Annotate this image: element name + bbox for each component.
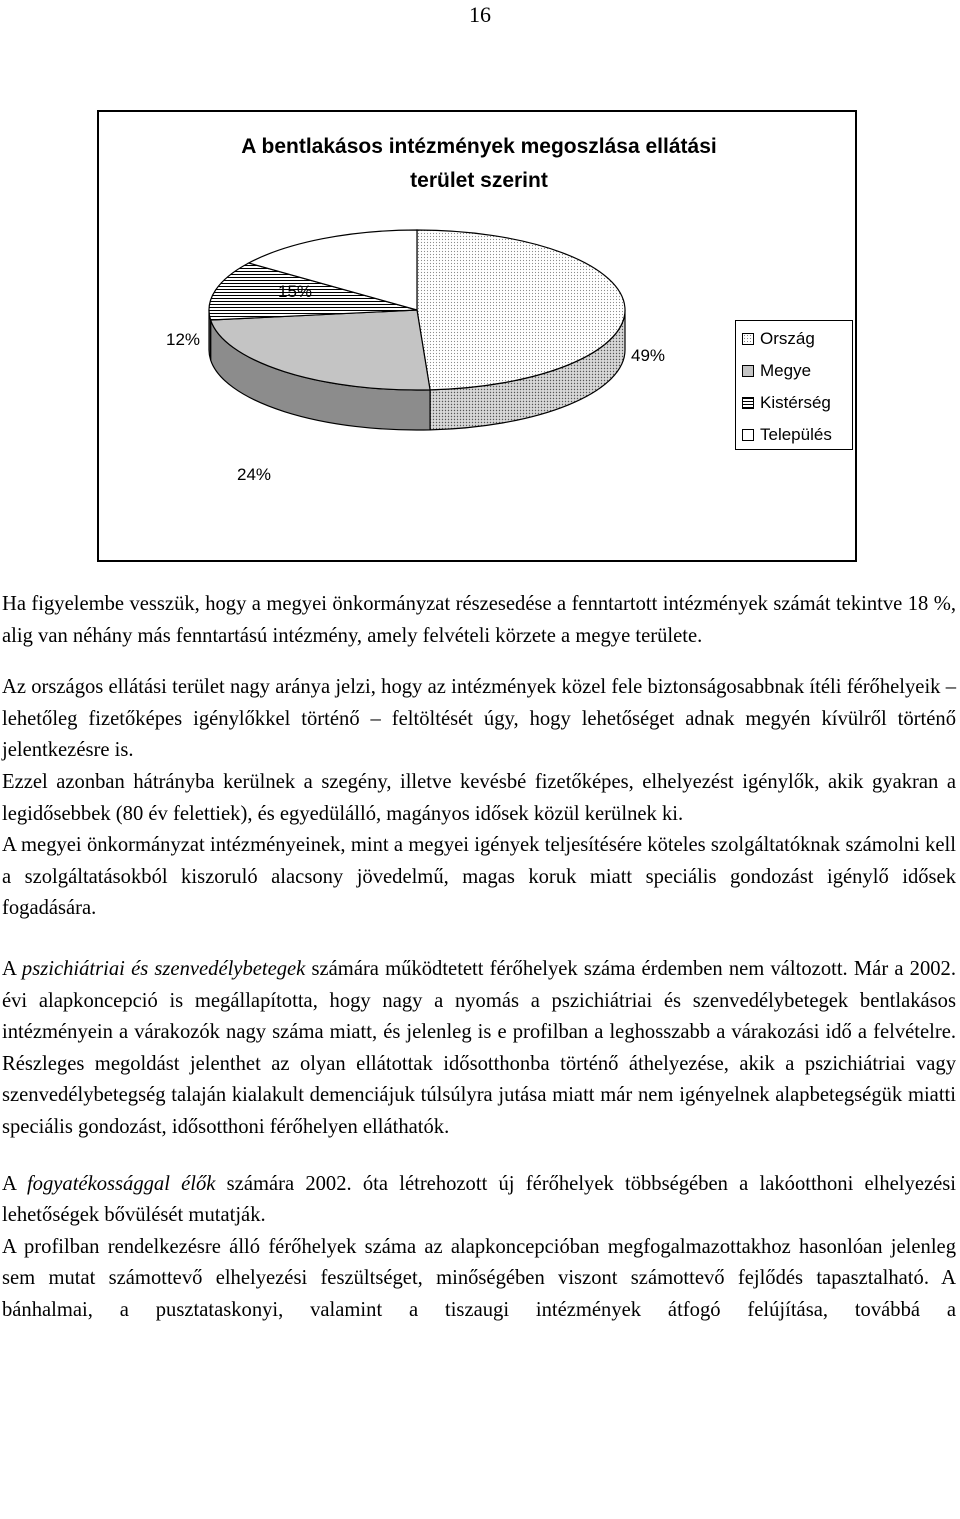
paragraph-2: Az országos ellátási terület nagy aránya jelzi, hogy az intézmények közel fele biztonságosabbnak ítéli férőhelyeik – lehetőleg fizetőképes igénylőkkel történő – feltöltését úgy, hogy lehetőséget adnak megyén kívülről történő jelentkezésre is. [2, 676, 956, 762]
legend-item-kisterseg [742, 393, 831, 413]
paragraph-4: A megyei önkormányzat intézményeinek, mint a megyei igények teljesítésére köteles szolgáltatóknak számolni kell a szolgáltatásokból kiszoruló alacsony jövedelmű, magas koruk miatt speciális gondozást igénylő idősek fogadására. [2, 834, 956, 920]
paragraph-5-post: számára működtetett férőhelyek száma érdemben nem változott. Már a 2002. évi alapkoncepció is megállapította, hogy nagy a nyomás a pszichiátriai és szenvedélybetegek bentlakásos intézményein a várakozók nagy száma miatt, és jelenleg is e profilban a leghosszabb a várakozási idő a felvételre. Részleges megoldást jelenthet az olyan ellátottak idősotthonba történő áthelyezése, akik a pszichiátriai vagy szenvedélybetegség talaján kialakult demenciájuk túlsúlyra jutása miatt már nem igényelnek alapbetegségük miatti speciális gondozást, idősotthoni férőhelyen elláthatók. [2, 957, 957, 1138]
paragraph-6-pre: A [2, 1172, 27, 1195]
chart-legend [735, 320, 853, 450]
legend-item-orszag [742, 329, 815, 349]
legend-item-megye [742, 361, 811, 381]
label-megye: 24% [237, 465, 272, 484]
legend-swatch-kisterseg [742, 397, 754, 409]
paragraph-6-post: számára 2002. óta létrehozott új férőhelyek többségében a lakóotthoni elhelyezési lehetőségek bővülését mutatják. [2, 1172, 956, 1227]
body-text [2, 589, 956, 1326]
label-orszag: 49% [631, 346, 666, 365]
chart-title-line-1: A bentlakásos intézmények megoszlása ellátási [241, 135, 717, 158]
paragraph-6 [2, 1169, 956, 1232]
legend-swatch-telepules [742, 429, 754, 441]
paragraph-5 [2, 954, 956, 1144]
label-telepules: 15% [278, 282, 313, 301]
paragraph-5-pre: A [2, 957, 22, 980]
paragraph-3: Ezzel azonban hátrányba kerülnek a szegény, illetve kevésbé fizetőképes, elhelyezést igénylők, akik gyakran a legidősebbek (80 év felettiek), és egyedülálló, magányos idősek közül kerülnek ki. [2, 770, 956, 825]
legend-label-megye: Megye [760, 361, 812, 380]
paragraph-1: Ha figyelembe vesszük, hogy a megyei önkormányzat részesedése a fenntartott intézmények számát tekintve 18 %, alig van néhány más fenntartású intézmény, amely felvételi körzete a megye területe. [2, 593, 956, 647]
chart-title-line-2: terület szerint [410, 169, 548, 192]
paragraph-5-emphasis: pszichiátriai és szenvedélybetegek [21, 957, 306, 980]
legend-swatch-orszag [742, 333, 754, 345]
paragraph-7: A profilban rendelkezésre álló férőhelyek száma az alapkoncepcióban megfogalmazottakhoz hasonlóan jelenleg sem mutat számottevő elhelyezési feszültséget, minőségében viszont számottevő fejlődés tapasztalható. A bánhalmai, a pusztataskonyi, valamint a tiszaugi intézmények átfogó felújítása, továbbá a [2, 1235, 956, 1321]
label-kisterseg: 12% [166, 330, 201, 349]
legend-label-telepules: Település [760, 425, 832, 444]
page-number: 16 [469, 2, 491, 27]
legend-swatch-megye [742, 365, 754, 377]
legend-label-kisterseg: Kistérség [760, 393, 831, 412]
paragraph-6-emphasis: fogyatékossággal élők [26, 1172, 216, 1195]
pie-chart-frame [97, 110, 857, 562]
legend-item-telepules [742, 425, 832, 445]
legend-label-orszag: Ország [760, 329, 815, 348]
